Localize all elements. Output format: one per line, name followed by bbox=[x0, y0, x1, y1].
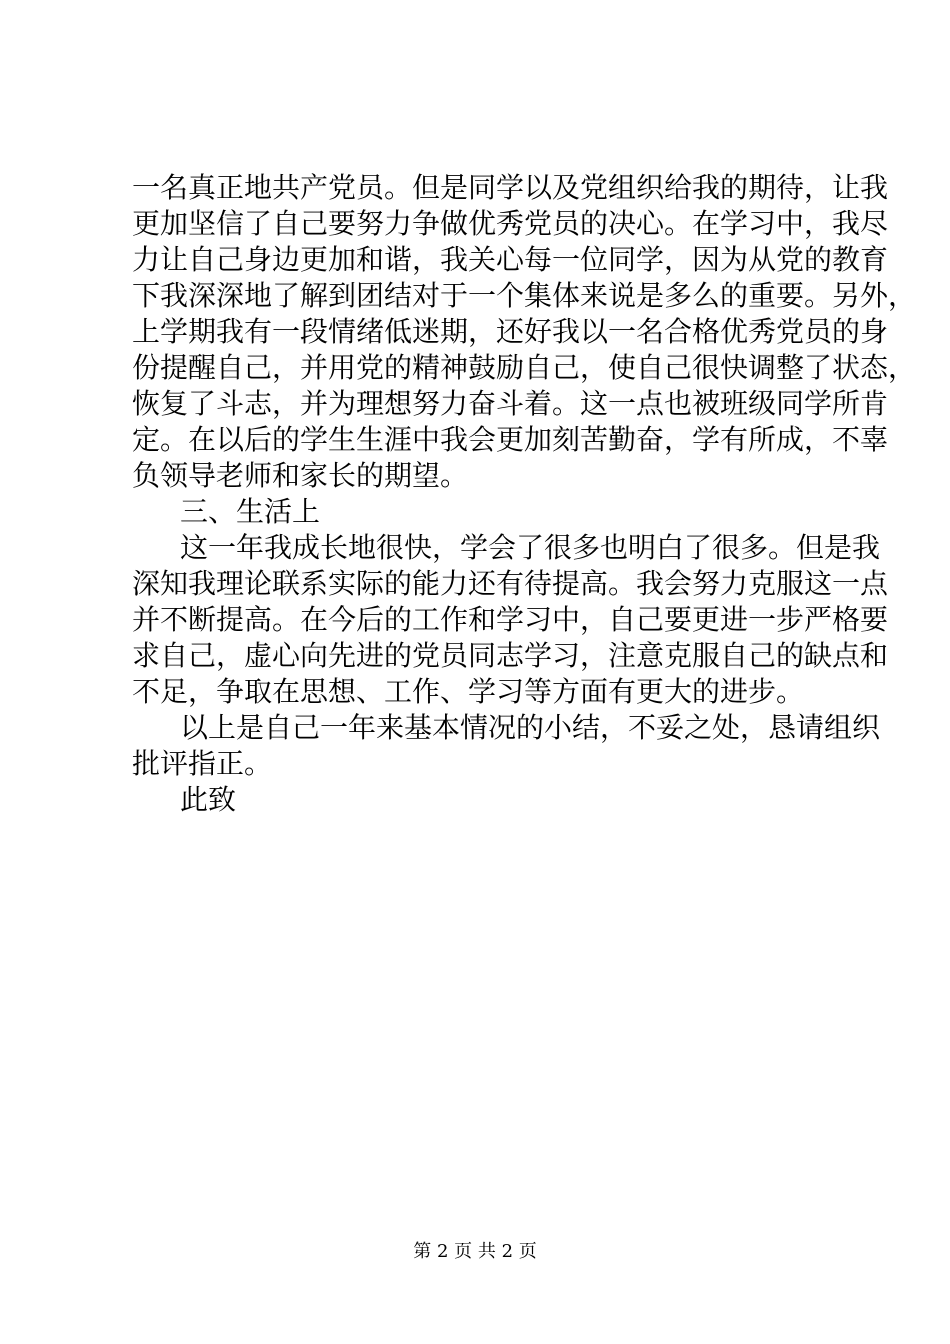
body-line: 不足，争取在思想、工作、学习等方面有更大的进步。 bbox=[132, 675, 805, 708]
closing-salutation: 此致 bbox=[180, 783, 237, 816]
body-line: 份提醒自己，并用党的精神鼓励自己，使自己很快调整了状态， bbox=[132, 351, 917, 384]
body-line: 恢复了斗志，并为理想努力奋斗着。这一点也被班级同学所肯 bbox=[132, 387, 889, 420]
paragraph-first-line: 这一年我成长地很快，学会了很多也明白了很多。但是我 bbox=[180, 531, 881, 564]
body-line: 下我深深地了解到团结对于一个集体来说是多么的重要。另外， bbox=[132, 279, 917, 312]
body-line: 负领导老师和家长的期望。 bbox=[132, 459, 469, 492]
body-line: 深知我理论联系实际的能力还有待提高。我会努力克服这一点 bbox=[132, 567, 889, 600]
paragraph-first-line: 以上是自己一年来基本情况的小结，不妥之处，恳请组织 bbox=[180, 711, 881, 744]
section-heading: 三、生活上 bbox=[180, 495, 321, 528]
body-line: 上学期我有一段情绪低迷期，还好我以一名合格优秀党员的身 bbox=[132, 315, 889, 348]
body-line: 批评指正。 bbox=[132, 747, 273, 780]
body-line: 一名真正地共产党员。但是同学以及党组织给我的期待，让我 bbox=[132, 171, 889, 204]
body-line: 力让自己身边更加和谐，我关心每一位同学，因为从党的教育 bbox=[132, 243, 889, 276]
page-footer: 第 2 页 共 2 页 bbox=[413, 1241, 537, 1262]
body-line: 更加坚信了自己要努力争做优秀党员的决心。在学习中，我尽 bbox=[132, 207, 889, 240]
body-line: 并不断提高。在今后的工作和学习中，自己要更进一步严格要 bbox=[132, 603, 889, 636]
body-line: 定。在以后的学生生涯中我会更加刻苦勤奋，学有所成，不辜 bbox=[132, 423, 889, 456]
body-line: 求自己，虚心向先进的党员同志学习，注意克服自己的缺点和 bbox=[132, 639, 889, 672]
